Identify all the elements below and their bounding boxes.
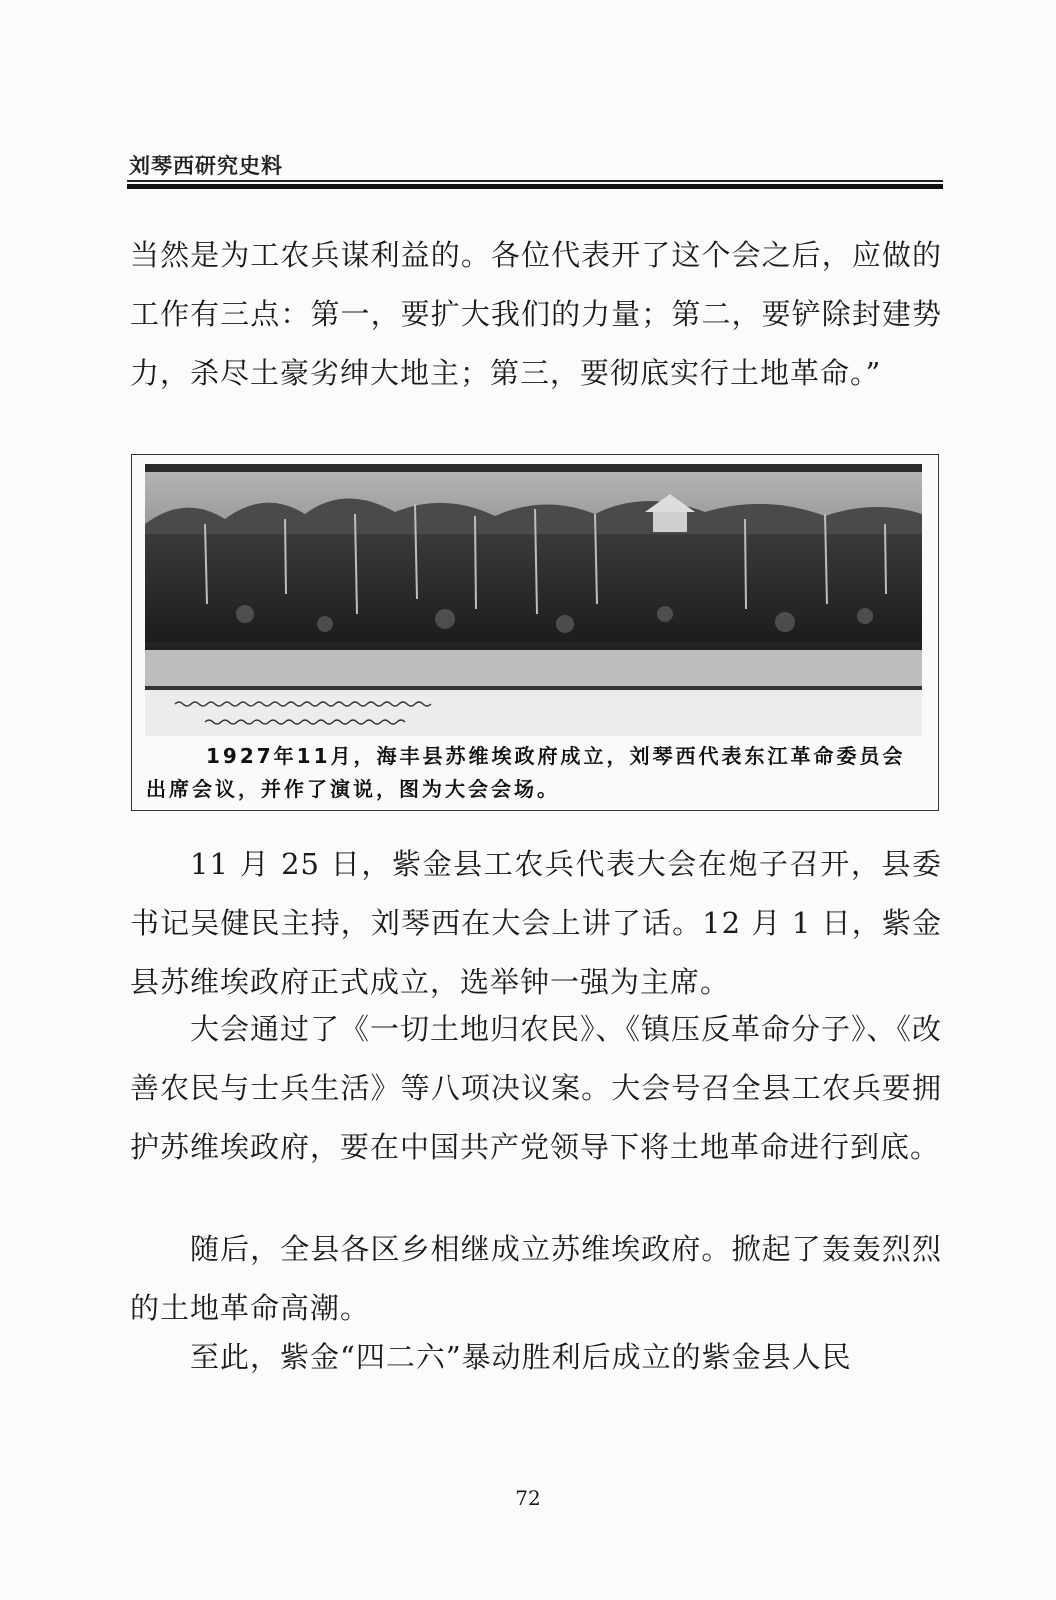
paragraph-2: 11 月 25 日，紫金县工农兵代表大会在炮子召开，县委书记吴健民主持，刘琴西在大会上讲了话。12 月 1 日，紫金县苏维埃政府正式成立，选举钟一强为主席。 (130, 847, 942, 999)
assembly-photo (145, 464, 922, 736)
figure (131, 454, 939, 811)
paragraph-3: 大会通过了《一切土地归农民》、《镇压反革命分子》、《改善农民与士兵生活》等八项决议案。大会号召全县工农兵要拥护苏维埃政府，要在中国共产党领导下将土地革命进行到底。 (130, 1012, 943, 1164)
paragraph-1: 当然是为工农兵谋利益的。各位代表开了这个会之后，应做的工作有三点：第一，要扩大我们的力量；第二，要铲除封建势力，杀尽土豪劣绅大地主；第三，要彻底实行土地革命。” (130, 238, 942, 390)
paragraph-4: 随后，全县各区乡相继成立苏维埃政府。掀起了轰轰烈烈的土地革命高潮。 (130, 1232, 942, 1325)
figure-caption: 1927年11月，海丰县苏维埃政府成立，刘琴西代表东江革命委员会出席会议，并作了演说，图为大会会场。 (146, 744, 906, 801)
page-number: 72 (515, 1486, 541, 1510)
paragraph-5: 至此，紫金“四二六”暴动胜利后成立的紫金县人民 (190, 1340, 852, 1374)
header-rule-thin (127, 180, 943, 182)
header-rule-thick (127, 184, 943, 189)
running-title: 刘琴西研究史料 (129, 154, 283, 178)
